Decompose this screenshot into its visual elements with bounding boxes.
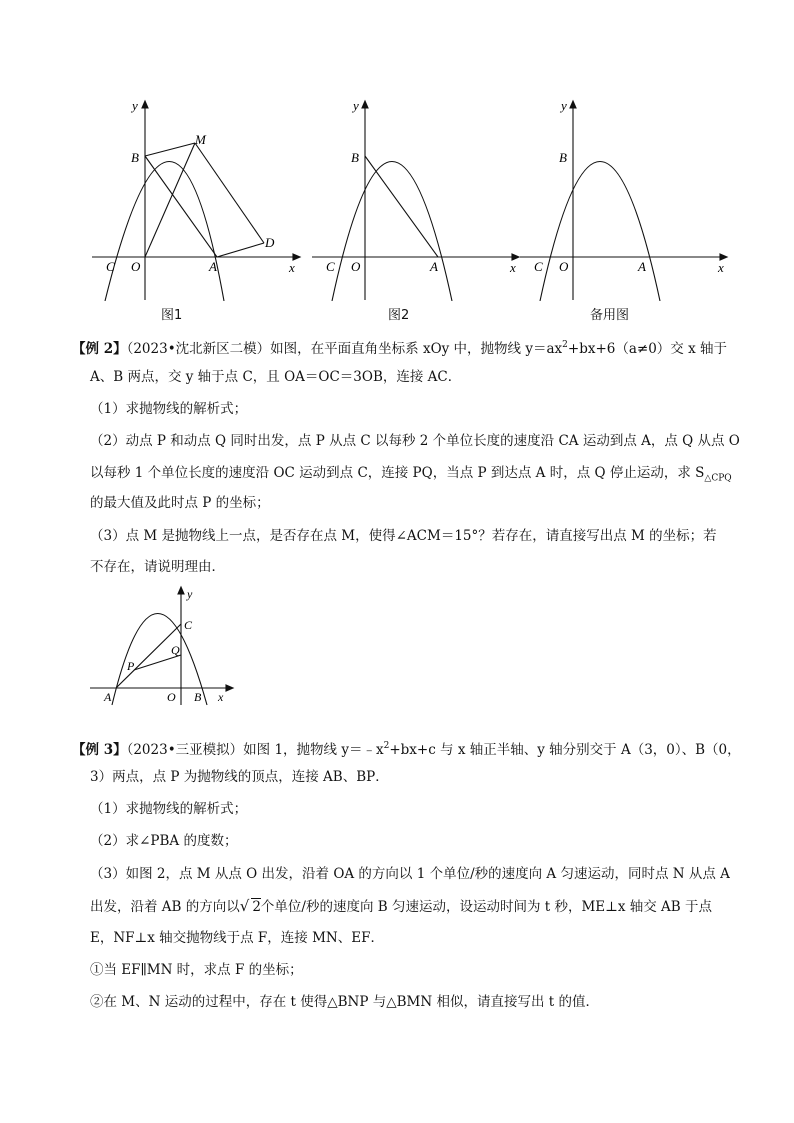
label-y: y [132,98,138,113]
example3-line2: 3）两点，点 P 为抛物线的顶点，连接 AB、BP． [90,769,389,785]
sqrt-radicand: 2 [252,899,261,915]
x-axis-arrow [226,685,233,691]
figure-2 [308,96,528,301]
label-C: C [534,259,543,274]
example3-q3b-pre: 出发，沿着 AB 的方向以 [90,899,240,915]
example3-q3-1: ①当 EF∥MN 时，求点 F 的坐标； [90,962,303,978]
segment-BM [145,143,195,156]
label-O: O [351,259,361,274]
example2-q2b-text: 以每秒 1 个单位长度的速度沿 OC 运动到点 C，连接 PQ，当点 P 到达点 A 时，点 Q 停止运动，求 S [90,465,705,481]
parabola [540,162,660,302]
label-y: y [353,98,359,113]
example3-q3-2: ②在 M、N 运动的过程中，存在 t 使得△BNP 与△BMN 相似，请直接写出 t 的值． [90,994,599,1010]
figure-2-caption: 图2 [388,308,410,323]
example2-intro: 如图，在平面直角坐标系 xOy 中，抛物线 y＝ax [270,341,563,357]
label-C: C [184,618,193,632]
figure-4 [86,584,238,706]
figure-3 [516,96,736,301]
example2-intro-sup: 2 [562,340,568,350]
y-axis-arrow [362,101,368,108]
example3-line1 [72,736,741,760]
y-axis-arrow [570,101,576,108]
segment-PQ [134,655,181,670]
figure-3-caption: 备用图 [590,308,630,323]
example2-intro-tail: +bx+6（a≠0）交 x 轴于 [567,341,728,357]
label-x: x [718,260,724,275]
example3-q2: （2）求∠PBA 的度数； [90,833,238,849]
y-axis-arrow [178,587,184,594]
example2-q2c: 的最大值及此时点 P 的坐标； [90,495,270,511]
example2-q2a: （2）动点 P 和动点 Q 同时出发，点 P 从点 C 以每秒 2 个单位长度的速度沿 CA 运动到点 A，点 Q 从点 O [90,433,740,449]
figure-1 [88,96,308,301]
segment-BA [145,156,217,257]
example2-tag: 【例 2】 [72,341,127,357]
label-B: B [131,150,139,165]
label-B: B [559,150,567,165]
example3-q3b [90,896,712,917]
label-x: x [510,260,516,275]
label-C: C [326,259,335,274]
example3-intro-sup: 2 [383,741,390,751]
example2-q3b: 不存在，请说明理由． [90,559,225,575]
label-A: A [209,259,217,274]
example3-q3b-post: 个单位/秒的速度向 B 匀速运动，设运动时间为 t 秒，ME⊥x 轴交 AB 于点 [260,899,713,915]
y-axis-arrow [142,101,148,108]
label-x: x [289,260,295,275]
example3-q1: （1）求抛物线的解析式； [90,801,248,817]
example2-source: （2023•沈北新区二模） [126,341,271,357]
example2-line2: A、B 两点，交 y 轴于点 C，且 OA＝OC＝3OB，连接 AC． [90,369,462,385]
figure-1-caption: 图1 [161,308,183,323]
segment-AD [217,243,264,257]
label-O: O [131,259,141,274]
label-A: A [104,690,112,704]
label-B: B [351,150,359,165]
example3-tag: 【例 3】 [72,742,127,758]
example3-q3c: E，NF⊥x 轴交抛物线于点 F，连接 MN、EF． [90,930,384,946]
example2-q3a: （3）点 M 是抛物线上一点，是否存在点 M，使得∠ACM＝15°？若存在，请直接写出点 M 的坐标；若 [90,528,717,544]
example3-source: （2023•三亚模拟） [126,742,244,758]
example2-q1: （1）求抛物线的解析式； [90,401,248,417]
label-D: D [265,235,275,250]
label-O: O [559,259,569,274]
label-P: P [127,659,135,673]
label-A: A [430,259,438,274]
example2-line1 [72,335,727,359]
label-y: y [187,587,193,601]
label-B: B [194,690,202,704]
example3-q3a: （3）如图 2，点 M 从点 O 出发，沿着 OA 的方向以 1 个单位/秒的速度向 A 匀速运动，同时点 N 从点 A [90,866,730,882]
segment-MD [195,143,264,243]
label-Q: Q [171,643,180,657]
example3-intro-tail: +bx+c 与 x 轴正半轴、y 轴分别交于 A（3，0）、B（0， [389,742,741,758]
example3-intro: 如图 1，抛物线 y＝﹣x [243,742,384,758]
label-y: y [561,98,567,113]
segment-BA [365,156,438,257]
example2-q2b [90,463,732,489]
label-O: O [167,690,176,704]
label-A: A [638,259,646,274]
segment-OM [145,143,195,257]
label-C: C [106,259,115,274]
label-M: M [195,132,206,147]
example2-q2b-sub: △CPQ [704,473,732,484]
parabola [332,162,452,302]
label-x: x [218,690,224,704]
sqrt-sign: √ [239,897,250,915]
